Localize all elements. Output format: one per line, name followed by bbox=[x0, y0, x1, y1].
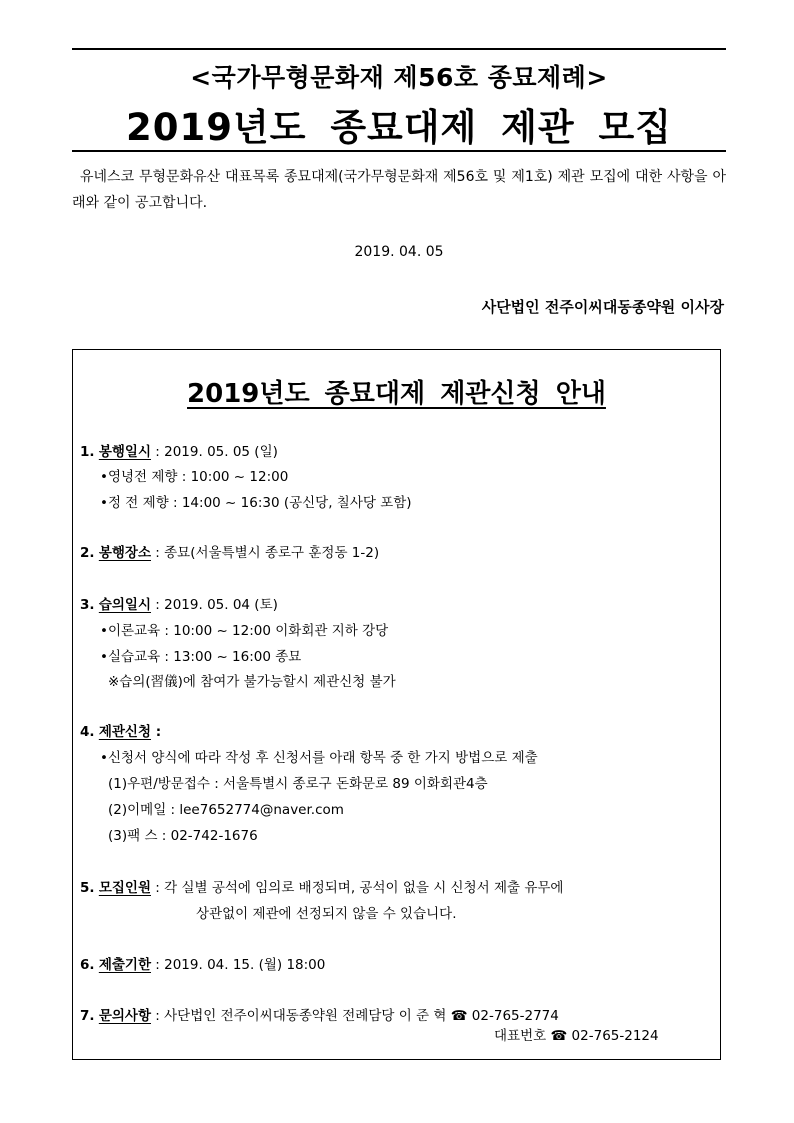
section-1-value: : 2019. 05. 05 (일) bbox=[151, 444, 278, 460]
section-5-line bbox=[80, 876, 563, 896]
header-top-rule bbox=[72, 48, 726, 50]
section-4-value: : bbox=[151, 724, 162, 740]
section-2-number: 2. bbox=[80, 545, 95, 561]
issuing-organization: 사단법인 전주이씨대동종약원 이사장 bbox=[481, 298, 724, 316]
section-3-note: ※습의(習儀)에 참여가 불가능할시 제관신청 불가 bbox=[108, 674, 396, 690]
section-1-line bbox=[80, 440, 278, 460]
section-7-value: : 사단법인 전주이씨대동종약원 전례담당 이 준 혁 ☎ 02-765-2774 bbox=[151, 1008, 559, 1024]
announcement-date: 2019. 04. 05 bbox=[354, 244, 444, 260]
section-5-number: 5. bbox=[80, 880, 95, 896]
section-5-value: : 각 실별 공석에 임의로 배정되며, 공석이 없을 시 신청서 제출 유무에 bbox=[151, 880, 564, 896]
info-box-title-text: 2019년도 종묘대제 제관신청 안내 bbox=[187, 379, 606, 409]
section-4-line bbox=[80, 720, 161, 740]
document-title: 2019년도 종묘대제 제관 모집 bbox=[125, 106, 673, 149]
section-6-number: 6. bbox=[80, 957, 95, 973]
section-7-line bbox=[80, 1004, 559, 1024]
section-3-bullet-1: •이론교육 : 10:00 ~ 12:00 이화회관 지하 강당 bbox=[100, 623, 389, 639]
document-subtitle: <국가무형문화재 제56호 종묘제례> bbox=[190, 63, 608, 92]
section-3-line bbox=[80, 593, 278, 613]
section-3-bullet-2: •실습교육 : 13:00 ~ 16:00 종묘 bbox=[100, 649, 302, 665]
info-box-title bbox=[72, 373, 721, 410]
section-1-bullet-2: •정 전 제향 : 14:00 ~ 16:30 (공신당, 칠사당 포함) bbox=[100, 495, 412, 511]
header-bottom-rule bbox=[72, 150, 726, 152]
section-3-number: 3. bbox=[80, 597, 95, 613]
section-1-label: 봉행일시 bbox=[98, 444, 151, 460]
section-6-line bbox=[80, 953, 325, 973]
section-4-bullet: •신청서 양식에 따라 작성 후 신청서를 아래 항목 중 한 가지 방법으로 제출 bbox=[100, 750, 538, 766]
section-1-number: 1. bbox=[80, 444, 95, 460]
section-6-value: : 2019. 04. 15. (월) 18:00 bbox=[151, 957, 326, 973]
section-2-value: : 종묘(서울특별시 종로구 훈정동 1-2) bbox=[151, 545, 380, 561]
section-3-label: 습의일시 bbox=[98, 597, 151, 613]
section-2-line bbox=[80, 541, 379, 561]
section-1-bullet-1: •영녕전 제향 : 10:00 ~ 12:00 bbox=[100, 469, 289, 485]
section-4-method-2: (2)이메일 : lee7652774@naver.com bbox=[108, 802, 344, 818]
section-4-number: 4. bbox=[80, 724, 95, 740]
section-5-continuation: 상관없이 제관에 선정되지 않을 수 있습니다. bbox=[196, 906, 457, 922]
section-6-label: 제출기한 bbox=[98, 957, 151, 973]
section-2-label: 봉행장소 bbox=[98, 545, 151, 561]
section-3-value: : 2019. 05. 04 (토) bbox=[151, 597, 278, 613]
section-7-representative-number: 대표번호 ☎ 02-765-2124 bbox=[494, 1028, 659, 1044]
section-7-number: 7. bbox=[80, 1008, 95, 1024]
section-4-method-3: (3)팩 스 : 02-742-1676 bbox=[108, 828, 258, 844]
section-4-method-1: (1)우편/방문접수 : 서울특별시 종로구 돈화문로 89 이화회관4층 bbox=[108, 776, 488, 792]
section-7-label: 문의사항 bbox=[98, 1008, 151, 1024]
section-4-label: 제관신청 bbox=[98, 724, 151, 740]
section-5-label: 모집인원 bbox=[98, 880, 151, 896]
intro-paragraph: 유네스코 무형문화유산 대표목록 종묘대제(국가무형문화재 제56호 및 제1호) 제관 모집에 대한 사항을 아래와 같이 공고합니다. bbox=[72, 169, 726, 211]
